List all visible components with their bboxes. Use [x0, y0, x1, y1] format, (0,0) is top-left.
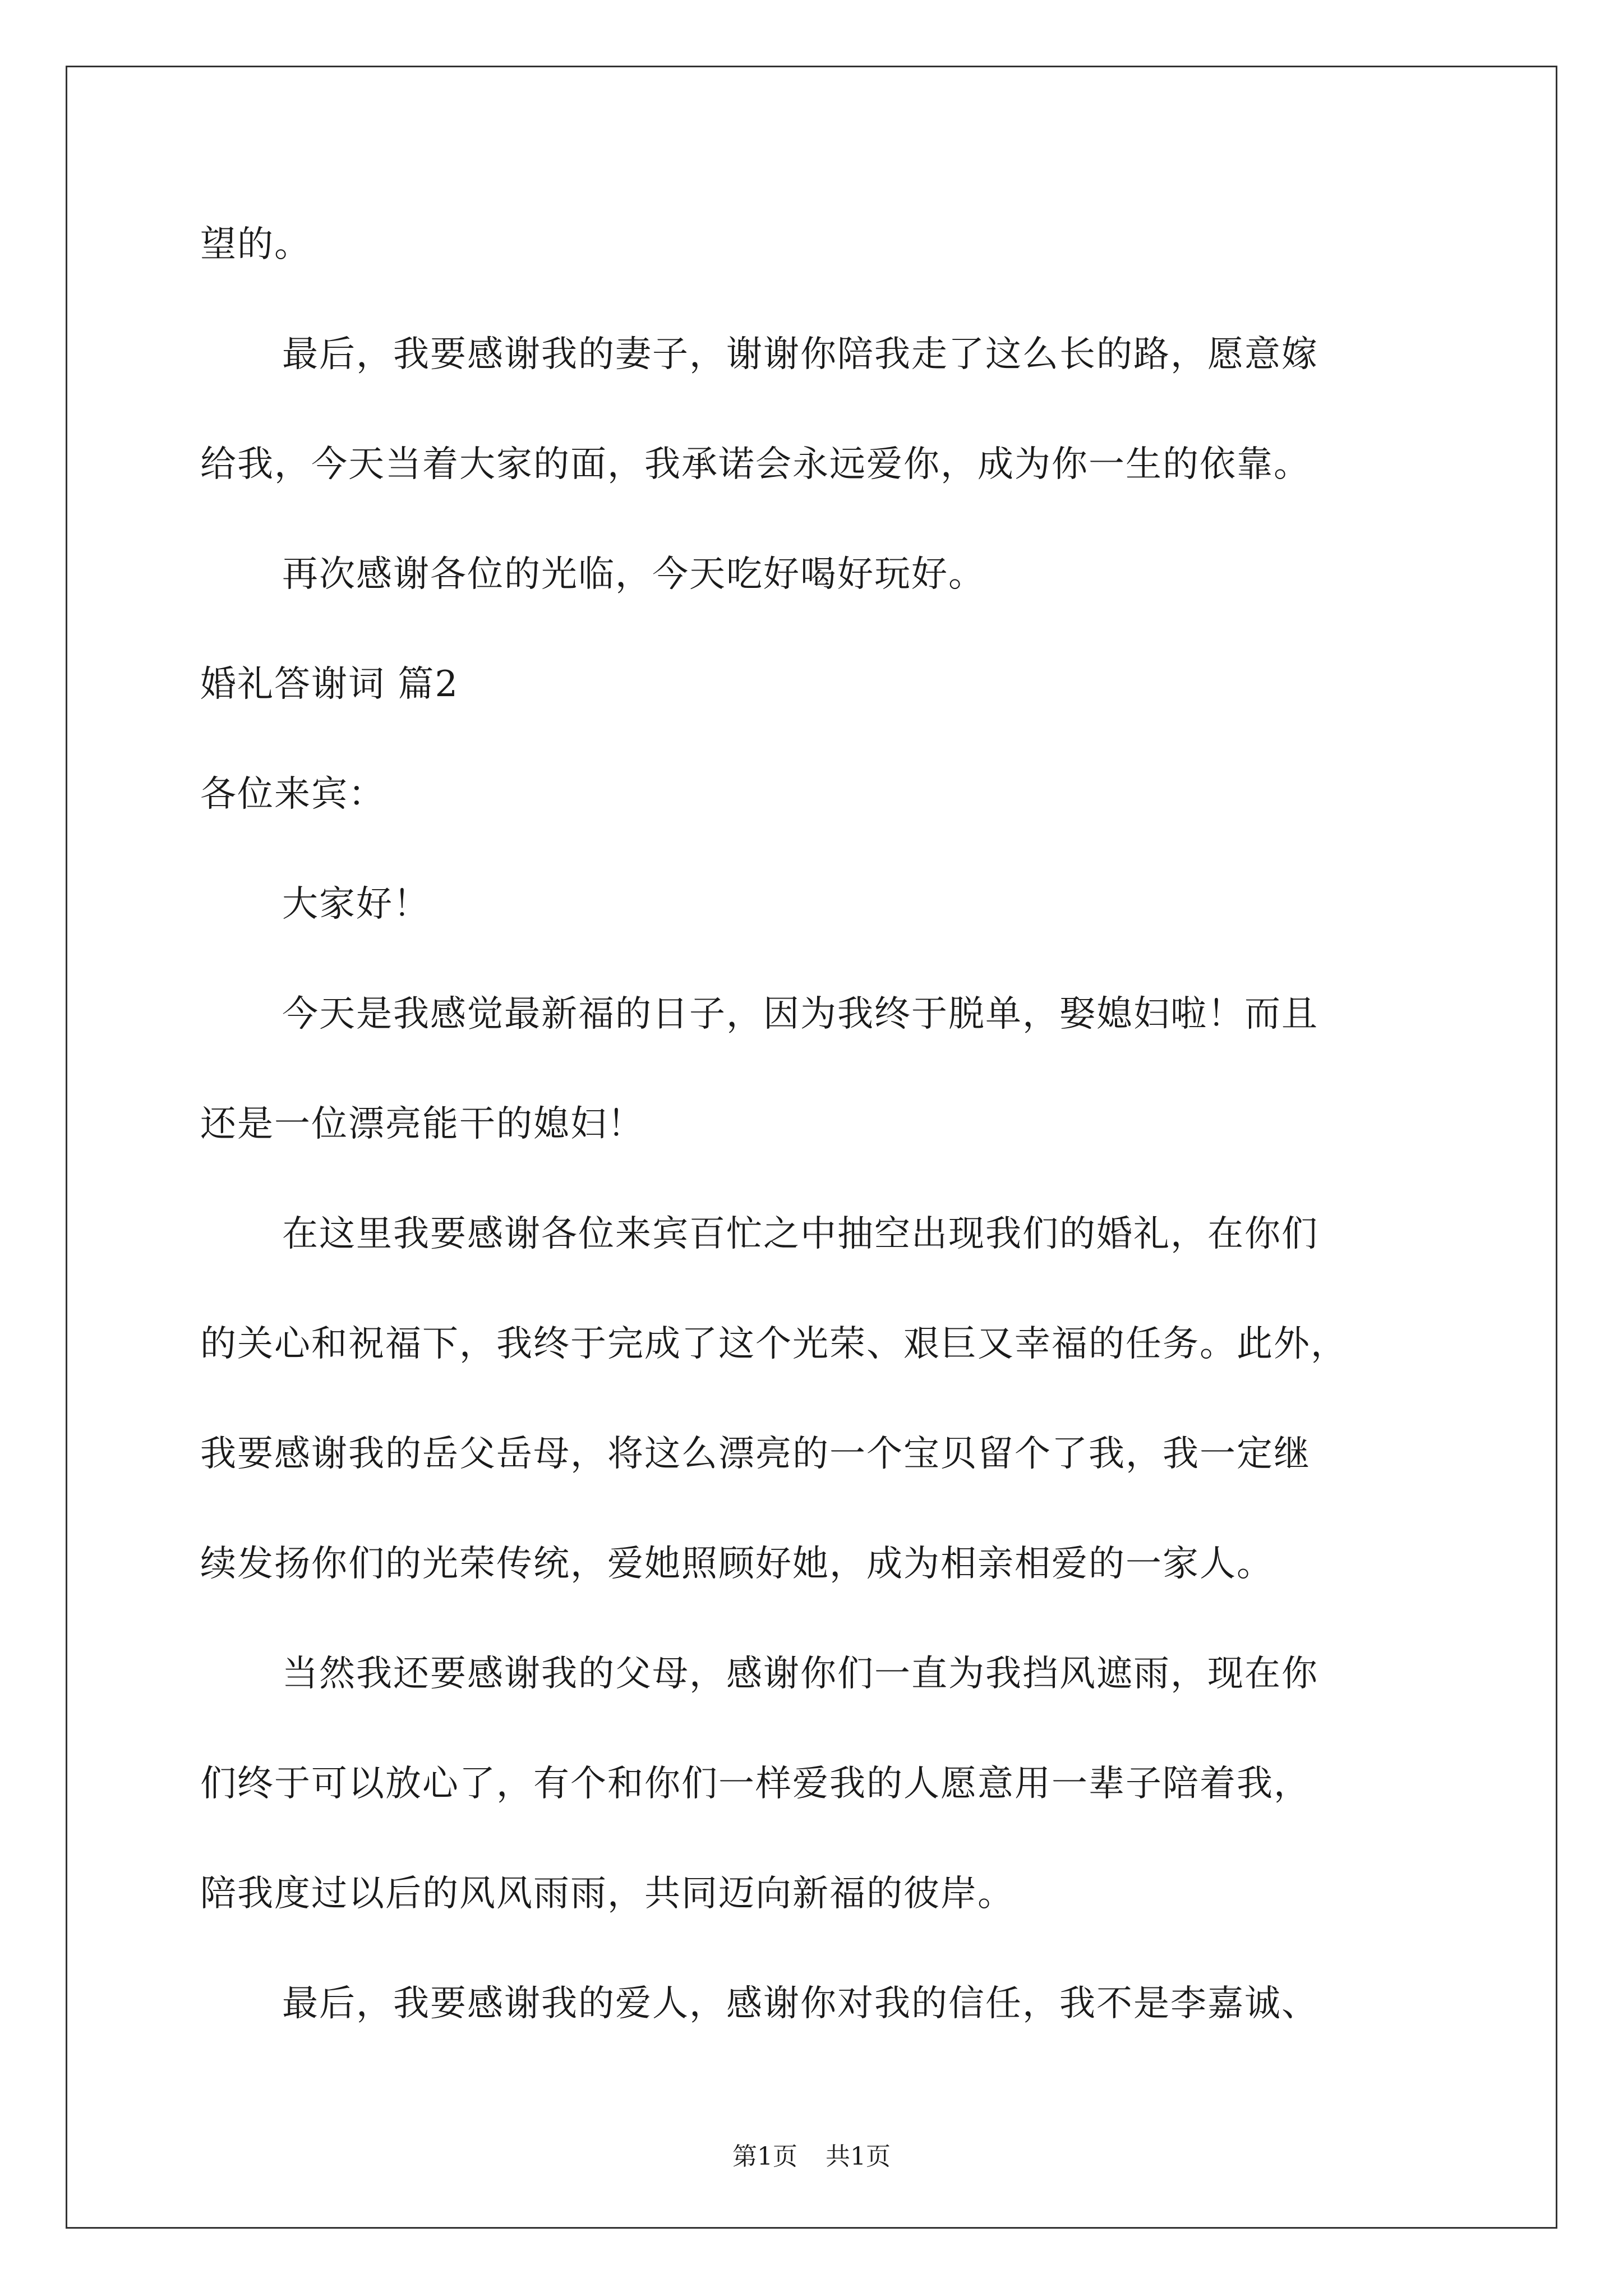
paragraph-start: 最后，我要感谢我的妻子，谢谢你陪我走了这么长的路，愿意嫁 — [282, 334, 1318, 375]
paragraph-start: 当然我还要感谢我的父母，感谢你们一直为我挡风遮雨，现在你 — [282, 1653, 1318, 1695]
paragraph-start: 大家好！ — [282, 884, 430, 925]
page-footer — [0, 2140, 1623, 2174]
salutation: 各位来宾： — [200, 774, 385, 815]
text-line: 们终于可以放心了，有个和你们一样爱我的人愿意用一辈子陪着我， — [200, 1763, 1311, 1805]
text-line: 给我，今天当着大家的面，我承诺会永远爱你，成为你一生的依靠。 — [200, 444, 1311, 485]
paragraph-start: 今天是我感觉最新福的日子，因为我终于脱单，娶媳妇啦！而且 — [282, 993, 1318, 1035]
paragraph-start: 最后，我要感谢我的爱人，感谢你对我的信任，我不是李嘉诚、 — [282, 1983, 1318, 2024]
paragraph-start: 再次感谢各位的光临，今天吃好喝好玩好。 — [282, 554, 985, 595]
text-line: 续发扬你们的光荣传统，爱她照顾好她，成为相亲相爱的一家人。 — [200, 1543, 1274, 1585]
page-number-current: 第1页 — [732, 2142, 797, 2171]
text-line: 我要感谢我的岳父岳母，将这么漂亮的一个宝贝留个了我，我一定继 — [200, 1433, 1311, 1475]
page-number-total: 共1页 — [826, 2142, 891, 2171]
section-heading: 婚礼答谢词 篇2 — [200, 664, 459, 705]
text-line: 还是一位漂亮能干的媳妇！ — [200, 1103, 644, 1145]
paragraph-start: 在这里我要感谢各位来宾百忙之中抽空出现我们的婚礼，在你们 — [282, 1213, 1318, 1255]
text-line: 望的。 — [200, 224, 311, 265]
text-line: 陪我度过以后的风风雨雨，共同迈向新福的彼岸。 — [200, 1873, 1015, 1915]
text-line: 的关心和祝福下，我终于完成了这个光荣、艰巨又幸福的任务。此外， — [200, 1323, 1348, 1365]
